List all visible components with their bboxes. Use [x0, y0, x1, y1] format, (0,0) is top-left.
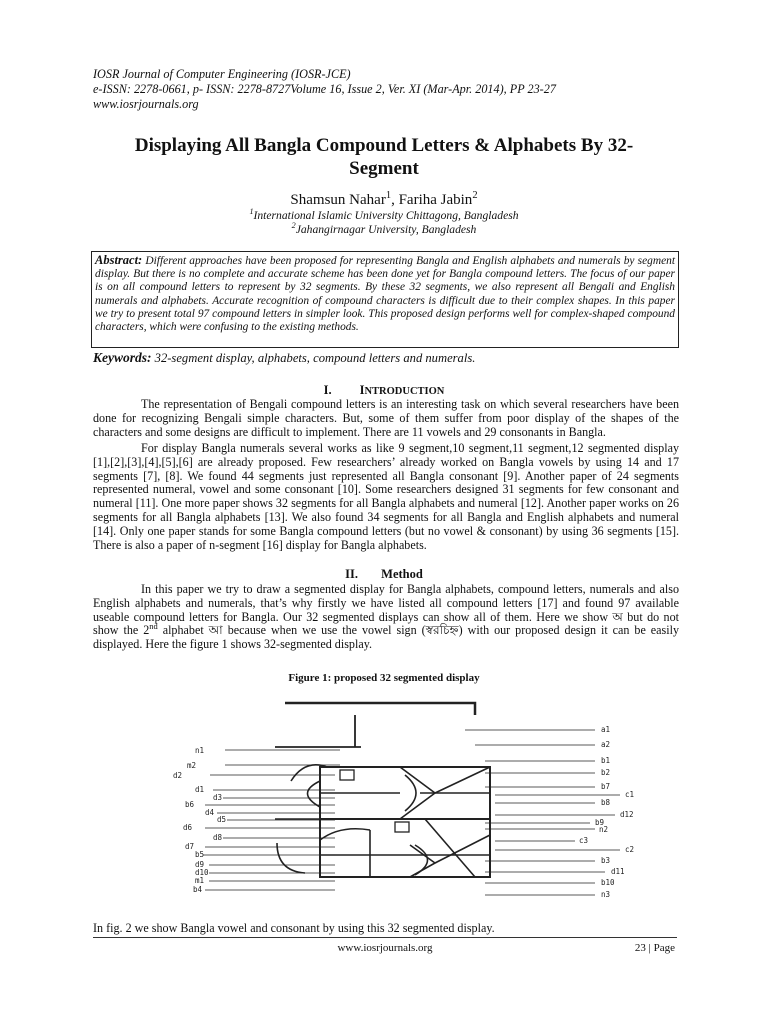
label-d9: d9 — [195, 860, 205, 869]
abstract-box — [91, 251, 679, 348]
label-d3: d3 — [213, 793, 223, 802]
method-text-c: alphabet — [157, 623, 209, 638]
bangla-vowel-sign-word: স্বরচিহ্ন — [425, 623, 459, 638]
label-d4: d4 — [205, 808, 215, 817]
section-1-number: I. — [323, 383, 332, 397]
keywords — [93, 350, 683, 366]
label-n2: n2 — [599, 825, 609, 834]
label-d2: d2 — [173, 771, 183, 780]
section-1-title-rest: NTRODUCTION — [364, 386, 445, 397]
bangla-letter-aa: আ — [208, 623, 223, 638]
label-c3: c3 — [579, 836, 589, 845]
keywords-text: 32-segment display, alphabets, compound letters and numerals. — [151, 351, 476, 365]
label-n3: n3 — [601, 890, 611, 899]
label-b4: b4 — [193, 885, 203, 894]
figure-1-segment-display — [165, 695, 643, 907]
label-d1: d1 — [195, 785, 205, 794]
figure-2-reference: In fig. 2 we show Bangla vowel and consonant by using this 32 segmented display. — [93, 921, 495, 935]
section-2-title: Method — [381, 567, 423, 581]
bangla-letter-a: অ — [612, 609, 623, 624]
figure-right-labels — [579, 725, 634, 899]
abstract-label: Abstract: — [95, 253, 143, 267]
label-b1: b1 — [601, 756, 611, 765]
label-a1: a1 — [601, 725, 611, 734]
intro-paragraph-1-text: The representation of Bengali compound letters is an interesting task on which several researchers have been done for recognizing Bengali simple characters. But, some of them suffer from poor display of the shapes of the characters and some designs are difficult to implement. There are 11 vowels and 29 consonants in Bangla. — [93, 397, 679, 439]
label-d10: d10 — [195, 868, 209, 877]
label-c2: c2 — [625, 845, 635, 854]
label-d12: d12 — [620, 810, 634, 819]
label-a2: a2 — [601, 740, 611, 749]
label-b10: b10 — [601, 878, 615, 887]
footer-page-number: 23 | Page — [634, 942, 675, 954]
affiliation-2-mark: 2 — [291, 221, 296, 231]
label-n1: n1 — [195, 746, 205, 755]
label-b9: b9 — [595, 818, 605, 827]
paper-title — [93, 134, 675, 180]
intro-paragraph-2-text: For display Bangla numerals several works as like 9 segment,10 segment,11 segment,12 segmented display [1],[2],[3],[4],[5],[6] are already proposed. Few researchers’ already worked on Bangla vowels by using 14 and 17 segments [7], [8]. We found 44 segments just represented all Bangla consonant [9]. Another paper of 24 segments represented numeral, vowel and some consonant [10]. Some researchers designed 31 segments for few consonant and numeral [11]. One more paper shows 32 segments for all Bangla alphabets and numeral [12]. Another paper works on 26 segments for all Bangla alphabets [13]. We also found 34 segments for all Bangla and English alphabets and numeral [14]. Only one paper stands for some Bangla compound letters (but no vowel & consonant) by using 36 segments [15]. There is also a paper of n-segment [16] display for Bangla alphabets. — [93, 441, 679, 552]
label-b8: b8 — [601, 798, 611, 807]
intro-paragraph-2 — [93, 442, 679, 552]
footer-divider — [93, 937, 677, 938]
section-2-number: II. — [345, 567, 359, 581]
footer-url: www.iosrjournals.org — [337, 942, 433, 954]
label-b6: b6 — [185, 800, 195, 809]
label-b7: b7 — [601, 782, 611, 791]
author-2: Fariha Jabin — [398, 192, 473, 208]
method-text-b: but do not show the 2 — [93, 609, 679, 638]
intro-paragraph-1 — [93, 398, 679, 439]
figure-1-caption: Figure 1: proposed 32 segmented display — [288, 672, 480, 684]
method-text-a: In this paper we try to draw a segmented display for Bangla alphabets, compound letters, numerals and also English alphabets and numerals, that’s why firstly we have listed all compound letters [17] and found 97 available useable compound letters for Bangla. Our 32 segmented displays can show all of them. Here we show — [93, 582, 679, 624]
affiliation-2 — [93, 223, 675, 237]
affiliations — [93, 209, 675, 237]
author-separator: , — [391, 192, 399, 208]
journal-header — [93, 67, 693, 112]
label-d8: d8 — [213, 833, 223, 842]
affiliation-2-text: Jahangirnagar University, Bangladesh — [295, 223, 477, 236]
keywords-label: Keywords: — [93, 350, 152, 365]
label-d6: d6 — [183, 823, 193, 832]
method-text-e: ) with our proposed design it can be easily displayed. Here the figure 1 shows 32-segmented display. — [93, 623, 680, 652]
label-c1: c1 — [625, 790, 635, 799]
abstract-text: Different approaches have been proposed for representing Bangla and English alphabets and numerals by segment display. But there is no complete and accurate scheme has been done yet for Bangla compound letters. The focus of our paper is on all compound letters to represent by 32 segments. By these 32 segments, we also represent all Bengali and English numerals and alphabets. Accurate recognition of compound characters is difficult due to their complex shapes. In this paper we try to present total 97 compound letters in simpler look. This proposed design performs well for complex-shaped compound characters, which were confusing to the existing methods. — [95, 255, 675, 334]
author-2-affil: 2 — [472, 190, 478, 201]
affiliation-1-mark: 1 — [249, 207, 254, 217]
author-list — [93, 191, 675, 209]
journal-name: IOSR Journal of Computer Engineering (IOSR-JCE) — [93, 67, 351, 81]
figure-right-arrows — [465, 730, 620, 895]
journal-url: www.iosrjournals.org — [93, 97, 199, 111]
author-1-affil: 1 — [385, 190, 392, 201]
author-1: Shamsun Nahar — [290, 192, 386, 208]
label-m2: m2 — [187, 761, 197, 770]
method-text-d: because when we use the vowel sign ( — [222, 623, 426, 638]
label-d7: d7 — [185, 842, 195, 851]
affiliation-1-text: International Islamic University Chittagong, Bangladesh — [253, 209, 519, 222]
label-b3: b3 — [601, 856, 611, 865]
figure-left-labels — [173, 746, 226, 894]
label-m1: m1 — [195, 876, 205, 885]
method-ordinal: nd — [149, 621, 158, 632]
label-b2: b2 — [601, 768, 611, 777]
label-d5: d5 — [217, 815, 227, 824]
section-1-first-letter: I — [359, 383, 365, 397]
journal-issn: e-ISSN: 2278-0661, p- ISSN: 2278-8727Volume 16, Issue 2, Ver. XI (Mar-Apr. 2014), PP 23-27 — [93, 82, 556, 96]
section-heading-method — [93, 567, 675, 582]
label-d11: d11 — [611, 867, 625, 876]
label-b5: b5 — [195, 850, 205, 859]
affiliation-1 — [93, 209, 675, 223]
paper-title-line2: Segment — [349, 158, 419, 179]
paper-title-line1: Displaying All Bangla Compound Letters & Alphabets By 32- — [134, 135, 634, 156]
method-paragraph-1 — [93, 583, 679, 652]
